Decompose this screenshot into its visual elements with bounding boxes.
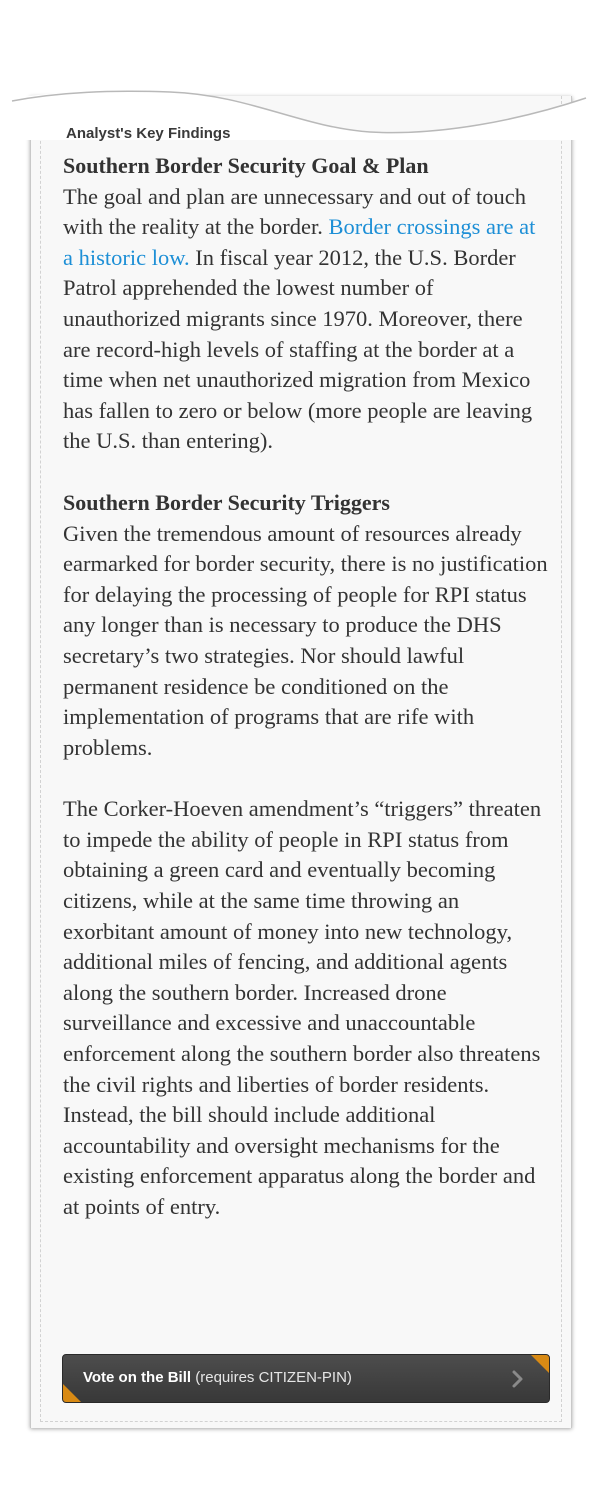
section-spacer: [63, 457, 548, 488]
goal-plan-text-start: The goal and plan are unnecessary and out of touch with the reality at the border.: [63, 183, 526, 240]
chevron-right-icon: [511, 1369, 525, 1389]
goal-plan-text-end: In fiscal year 2012, the U.S. Border Patrol apprehended the lowest number of unauthorized migrants since 1970. Moreover, there are record-high levels of staffing at the border at a time when net unauthorized migration from Mexico has fallen to zero or below (more people are leaving the U.S. than entering).: [63, 244, 533, 454]
section-spacer: [63, 763, 548, 794]
button-corner-accent: [63, 1384, 81, 1402]
goal-plan-paragraph: [63, 182, 548, 457]
triggers-paragraph: Given the tremendous amount of resources already earmarked for border security, there is no justification for delaying the processing of people for RPI status any longer than is necessary to produce the DHS secretary’s two strategies. Nor should lawful permanent residence be conditioned on the implementation of programs that are rife with problems.: [63, 520, 548, 760]
button-corner-accent: [531, 1355, 549, 1373]
vote-button-label: [83, 1369, 352, 1386]
goal-plan-title: Southern Border Security Goal & Plan: [63, 153, 429, 178]
amendment-paragraph: The Corker-Hoeven amendment’s “triggers” threaten to impede the ability of people in RPI status from obtaining a green card and eventually becoming citizens, while at the same time throwing an exorbitant amount of money into new technology, additional miles of fencing, and additional agents along the southern border. Increased drone surveillance and excessive and unaccountable enforcement along the southern border also threatens the civil rights and liberties of border residents. Instead, the bill should include additional accountability and oversight mechanisms for the existing enforcement apparatus along the border and at points of entry.: [63, 796, 542, 1219]
vote-on-bill-button[interactable]: [62, 1354, 550, 1403]
findings-content: [63, 151, 548, 1223]
border-crossings-link[interactable]: Border crossings are at a historic low.: [63, 214, 536, 270]
triggers-title: Southern Border Security Triggers: [63, 489, 390, 515]
vote-button-label-bold: Vote on the Bill: [83, 1369, 192, 1386]
section-header-label: Analyst's Key Findings: [66, 125, 231, 142]
vote-button-requirement: (requires CITIZEN-PIN): [191, 1369, 352, 1386]
